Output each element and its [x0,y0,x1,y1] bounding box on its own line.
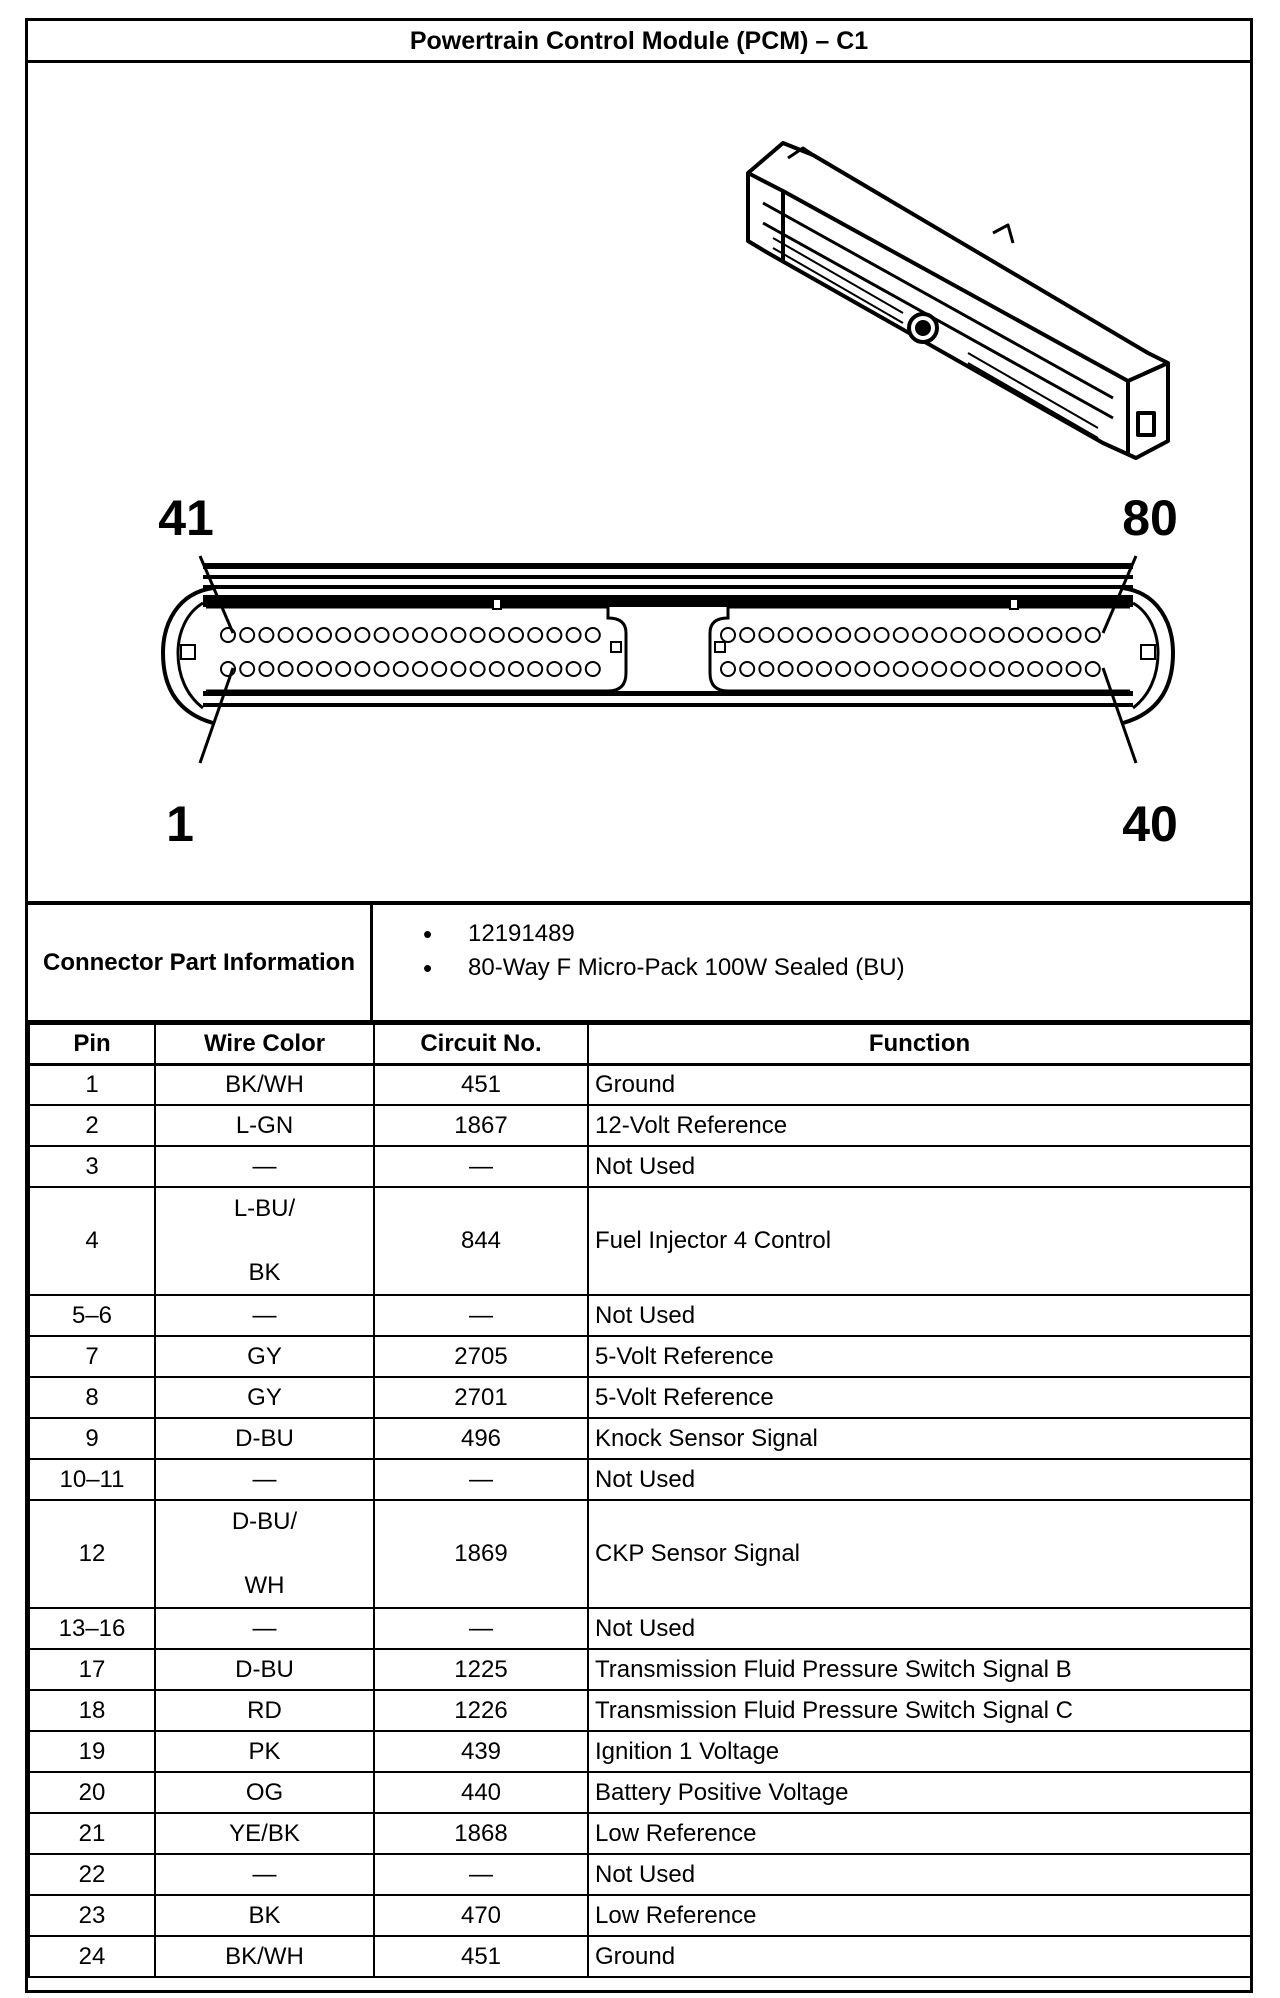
pin-cavity [279,662,293,676]
pin-cavity [990,628,1004,642]
pin-cell: 17 [29,1649,155,1690]
wire-color-cell: BK/WH [155,1936,374,1977]
pinout-table [28,1023,1252,1978]
pin-cell: 9 [29,1418,155,1459]
pin-cavity [759,662,773,676]
function-cell: Not Used [588,1295,1251,1336]
pin-cavity [1009,628,1023,642]
pin-cavity [509,662,523,676]
circuit-cell: — [374,1295,588,1336]
circuit-cell: — [374,1854,588,1895]
pin-cavity [913,628,927,642]
pin-cavity [836,662,850,676]
pin-cavity [971,662,985,676]
sheet-title: Powertrain Control Module (PCM) – C1 [28,21,1250,63]
wire-color-cell: YE/BK [155,1813,374,1854]
pin-cell: 2 [29,1105,155,1146]
pin-cavity [798,628,812,642]
wire-color-cell: BK [155,1895,374,1936]
pin-cavity [259,662,273,676]
pin-cell: 5–6 [29,1295,155,1336]
table-row [29,1377,1251,1418]
circuit-cell: 844 [374,1187,588,1295]
pin-cell: 22 [29,1854,155,1895]
connector-part-label: Connector Part Information [28,905,373,1020]
pin-cavity [471,628,485,642]
wire-color-cell: D-BU [155,1418,374,1459]
pin-cavity [432,628,446,642]
function-cell: CKP Sensor Signal [588,1500,1251,1608]
pin-cavity [1028,662,1042,676]
pin-cavity [413,662,427,676]
header-pin: Pin [29,1024,155,1064]
wire-color-cell: D-BU [155,1649,374,1690]
table-row [29,1146,1251,1187]
pin-cavity [1086,628,1100,642]
pin-cavity [490,628,504,642]
part-number: • 12191489 [423,917,905,951]
pin-cavity [298,662,312,676]
pin-cavity [855,628,869,642]
table-header-row [29,1024,1251,1064]
function-cell: 5-Volt Reference [588,1336,1251,1377]
table-row [29,1690,1251,1731]
table-row [29,1105,1251,1146]
pin-cavity [528,628,542,642]
function-cell: Not Used [588,1608,1251,1649]
circuit-cell: 1868 [374,1813,588,1854]
pin-cell: 13–16 [29,1608,155,1649]
pin-cavity [451,628,465,642]
wire-color-line: BK [248,1259,281,1286]
pin-cavity [298,628,312,642]
pin-cavity [971,628,985,642]
pin-cavity [528,662,542,676]
circuit-cell: — [374,1608,588,1649]
wire-color-cell: PK [155,1731,374,1772]
circuit-cell: — [374,1459,588,1500]
function-cell: Ignition 1 Voltage [588,1731,1251,1772]
connector-diagram [28,63,1250,905]
pin-cell: 24 [29,1936,155,1977]
wire-color-cell: — [155,1608,374,1649]
header-wire-color: Wire Color [155,1024,374,1064]
pin-cavity [509,628,523,642]
pin-label-1: 1 [166,796,194,852]
pin-cell: 21 [29,1813,155,1854]
pin-cavity [567,662,581,676]
connector-drawing [28,63,1250,901]
table-row [29,1608,1251,1649]
circuit-cell: 451 [374,1064,588,1105]
pin-cell: 3 [29,1146,155,1187]
function-cell: Not Used [588,1146,1251,1187]
pin-cell: 12 [29,1500,155,1608]
pin-cavity [375,662,389,676]
header-circuit-no: Circuit No. [374,1024,588,1064]
pin-cell: 23 [29,1895,155,1936]
wire-color-cell [155,1500,374,1608]
pin-cavity [740,662,754,676]
pin-cavity [355,662,369,676]
pin-cavity [875,628,889,642]
table-row [29,1731,1251,1772]
table-row [29,1459,1251,1500]
wire-color-cell: BK/WH [155,1064,374,1105]
circuit-cell: — [374,1146,588,1187]
wire-color-line: D-BU/ [231,1508,298,1535]
pin-cavity [586,662,600,676]
pin-cavity [1067,662,1081,676]
pin-cavity [875,662,889,676]
function-cell: 5-Volt Reference [588,1377,1251,1418]
pin-cavity [413,628,427,642]
pin-cavity [740,628,754,642]
pin-cavity [1067,628,1081,642]
pin-cavity [951,662,965,676]
pin-cavity [1009,662,1023,676]
part-description: • 80-Way F Micro-Pack 100W Sealed (BU) [423,951,905,985]
table-row [29,1418,1251,1459]
wire-color-cell: L-GN [155,1105,374,1146]
function-cell: Fuel Injector 4 Control [588,1187,1251,1295]
circuit-cell: 496 [374,1418,588,1459]
pin-cell: 1 [29,1064,155,1105]
pin-cell: 18 [29,1690,155,1731]
wire-color-cell: OG [155,1772,374,1813]
pin-cavity [279,628,293,642]
wire-color-cell: RD [155,1690,374,1731]
pin-cavity [471,662,485,676]
circuit-cell: 440 [374,1772,588,1813]
pin-cavity [932,662,946,676]
circuit-cell: 1225 [374,1649,588,1690]
connector-part-list [423,917,905,985]
pin-cavity [586,628,600,642]
pin-cell: 19 [29,1731,155,1772]
table-row [29,1813,1251,1854]
function-cell: Ground [588,1064,1251,1105]
wire-color-cell: — [155,1459,374,1500]
table-row [29,1936,1251,1977]
pin-cavity [951,628,965,642]
pcm-connector-sheet [25,18,1253,1993]
pin-cell: 7 [29,1336,155,1377]
circuit-cell: 470 [374,1895,588,1936]
pin-cavity [932,628,946,642]
pin-cavity [779,662,793,676]
pin-cavity [317,662,331,676]
pin-cavity [240,628,254,642]
pin-cavity [855,662,869,676]
function-cell: Low Reference [588,1813,1251,1854]
pin-cavity [547,628,561,642]
wire-color-cell: — [155,1146,374,1187]
function-cell: Not Used [588,1854,1251,1895]
table-row [29,1187,1251,1295]
pin-cavity [394,662,408,676]
connector-part-information [28,905,1250,1023]
pin-cell: 10–11 [29,1459,155,1500]
pin-label-41: 41 [158,490,214,546]
pin-cell: 8 [29,1377,155,1418]
wire-color-cell: GY [155,1377,374,1418]
pin-cavity [355,628,369,642]
function-cell: Low Reference [588,1895,1251,1936]
pin-label-40: 40 [1122,796,1178,852]
wire-color-line: L-BU/ [233,1195,296,1222]
wire-color-cell: — [155,1854,374,1895]
pin-cavity [375,628,389,642]
table-row [29,1772,1251,1813]
pin-cavity [490,662,504,676]
pin-cavity [817,628,831,642]
pin-cavity [547,662,561,676]
table-row [29,1295,1251,1336]
pin-cavity [779,628,793,642]
circuit-cell: 2701 [374,1377,588,1418]
connector-face-view [163,556,1173,763]
pin-cavity [432,662,446,676]
pin-cavity [721,628,735,642]
function-cell: Not Used [588,1459,1251,1500]
pin-cavity [394,628,408,642]
pin-cavity [798,662,812,676]
table-row [29,1500,1251,1608]
circuit-cell: 1226 [374,1690,588,1731]
function-cell: Transmission Fluid Pressure Switch Signal C [588,1690,1251,1731]
table-row [29,1854,1251,1895]
function-cell: 12-Volt Reference [588,1105,1251,1146]
pin-cavity [759,628,773,642]
pin-cavity [1047,662,1061,676]
pin-cavity [913,662,927,676]
pin-cavity [240,662,254,676]
pin-cavity [1028,628,1042,642]
pin-cavity [836,628,850,642]
circuit-cell: 439 [374,1731,588,1772]
wire-color-cell [155,1187,374,1295]
pin-cavity [817,662,831,676]
connector-3d-illustration [748,143,1168,458]
pin-cavity [721,662,735,676]
pin-cavity [451,662,465,676]
table-row [29,1895,1251,1936]
table-row [29,1336,1251,1377]
pin-cell: 4 [29,1187,155,1295]
function-cell: Knock Sensor Signal [588,1418,1251,1459]
pin-cavity [259,628,273,642]
wire-color-cell: — [155,1295,374,1336]
function-cell: Transmission Fluid Pressure Switch Signal B [588,1649,1251,1690]
header-function: Function [588,1024,1251,1064]
pin-cavity [894,628,908,642]
pin-cavity [990,662,1004,676]
circuit-cell: 1869 [374,1500,588,1608]
pin-cavity [1047,628,1061,642]
pin-cavity [317,628,331,642]
connector-pins [221,628,1100,676]
function-cell: Battery Positive Voltage [588,1772,1251,1813]
function-cell: Ground [588,1936,1251,1977]
table-body [29,1064,1251,1977]
pin-cavity [567,628,581,642]
pin-label-80: 80 [1122,490,1178,546]
pin-cavity [894,662,908,676]
circuit-cell: 451 [374,1936,588,1977]
circuit-cell: 2705 [374,1336,588,1377]
circuit-cell: 1867 [374,1105,588,1146]
table-row [29,1649,1251,1690]
table-row [29,1064,1251,1105]
pin-cavity [1086,662,1100,676]
pin-cavity [336,628,350,642]
pin-cell: 20 [29,1772,155,1813]
wire-color-line: WH [244,1572,285,1599]
wire-color-cell: GY [155,1336,374,1377]
pin-cavity [336,662,350,676]
